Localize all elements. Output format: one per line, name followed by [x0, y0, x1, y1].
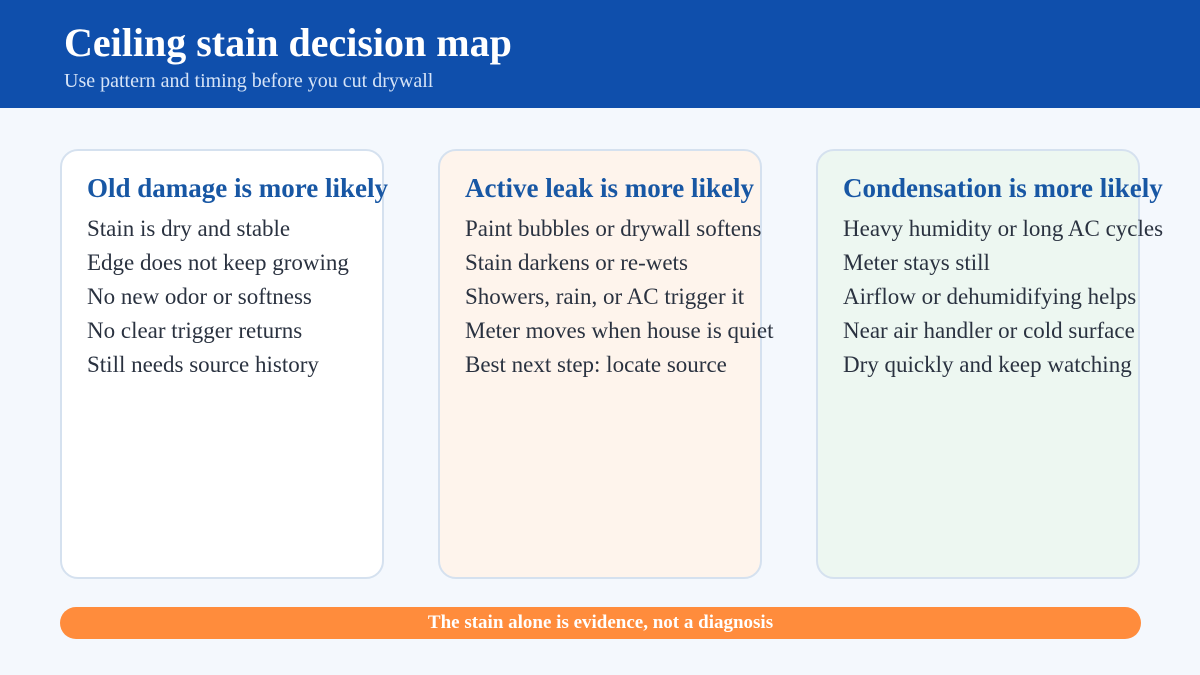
- card-title: Active leak is more likely: [465, 173, 754, 203]
- list-item: Edge does not keep growing: [87, 250, 349, 275]
- card-old-damage: [60, 149, 388, 579]
- list-item: Meter stays still: [843, 250, 990, 275]
- list-item: Still needs source history: [87, 352, 319, 377]
- list-item: No new odor or softness: [87, 284, 312, 309]
- card-list: [843, 212, 1163, 382]
- list-item: Dry quickly and keep watching: [843, 352, 1132, 377]
- card-title: Condensation is more likely: [843, 173, 1163, 203]
- card-list: [87, 212, 349, 382]
- page-title: Ceiling stain decision map: [64, 20, 512, 65]
- list-item: Showers, rain, or AC trigger it: [465, 284, 745, 309]
- card-title: Old damage is more likely: [87, 173, 388, 203]
- header-banner: [0, 0, 1200, 108]
- list-item: Near air handler or cold surface: [843, 318, 1135, 343]
- card-active-leak: [438, 149, 774, 579]
- list-item: Best next step: locate source: [465, 352, 727, 377]
- list-item: No clear trigger returns: [87, 318, 303, 343]
- list-item: Stain is dry and stable: [87, 216, 291, 241]
- card-condensation: [816, 149, 1164, 579]
- list-item: Meter moves when house is quiet: [465, 318, 774, 343]
- page-subtitle: Use pattern and timing before you cut drywall: [64, 70, 434, 92]
- list-item: Airflow or dehumidifying helps: [843, 284, 1137, 309]
- footer-banner: The stain alone is evidence, not a diagnosis: [60, 607, 1141, 639]
- list-item: Heavy humidity or long AC cycles: [843, 216, 1164, 241]
- card-list: [465, 212, 774, 382]
- list-item: Stain darkens or re-wets: [465, 250, 688, 275]
- list-item: Paint bubbles or drywall softens: [465, 216, 762, 241]
